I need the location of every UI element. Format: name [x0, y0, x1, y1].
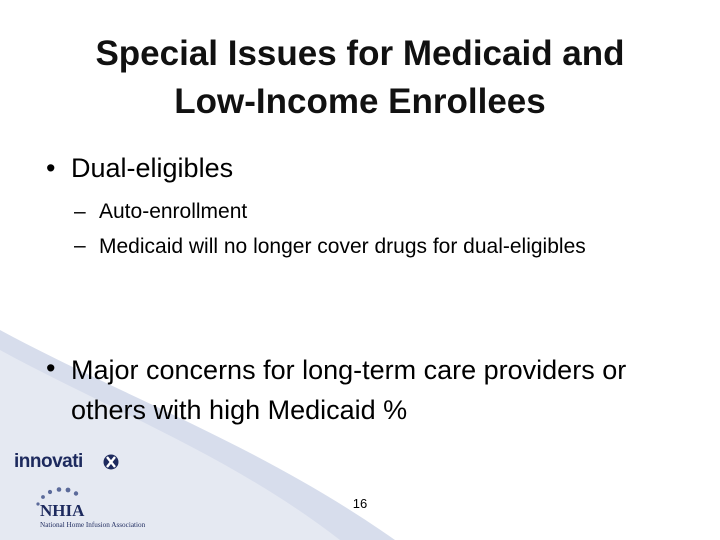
- bullet-marker: •: [46, 353, 56, 383]
- innovatix-x-mark-icon: [103, 451, 119, 473]
- nhia-logo: [30, 486, 180, 531]
- sub-bullet-text: Auto-enrollment: [99, 200, 248, 223]
- nhia-logo-abbrev: NHIA: [40, 501, 85, 520]
- page-number: 16: [352, 496, 368, 511]
- innovatix-logo: [14, 451, 83, 473]
- sub-bullet-marker: –: [74, 234, 86, 257]
- bullet-marker: •: [46, 153, 56, 183]
- bullet-text: Dual-eligibles: [71, 153, 234, 183]
- sub-bullet-marker: –: [74, 200, 86, 223]
- nhia-logo-fullname: National Home Infusion Association: [40, 521, 146, 529]
- slide-title-line-2: Low-Income Enrollees: [174, 82, 546, 121]
- slide-title: [20, 30, 700, 126]
- bullet-text: Major concerns for long-term care providers or others with high Medicaid %: [71, 355, 627, 425]
- innovatix-logo-text: innovati: [14, 451, 83, 472]
- sub-bullet-text: Medicaid will no longer cover drugs for dual-eligibles: [99, 235, 586, 258]
- slide-title-line-1: Special Issues for Medicaid and: [95, 34, 625, 73]
